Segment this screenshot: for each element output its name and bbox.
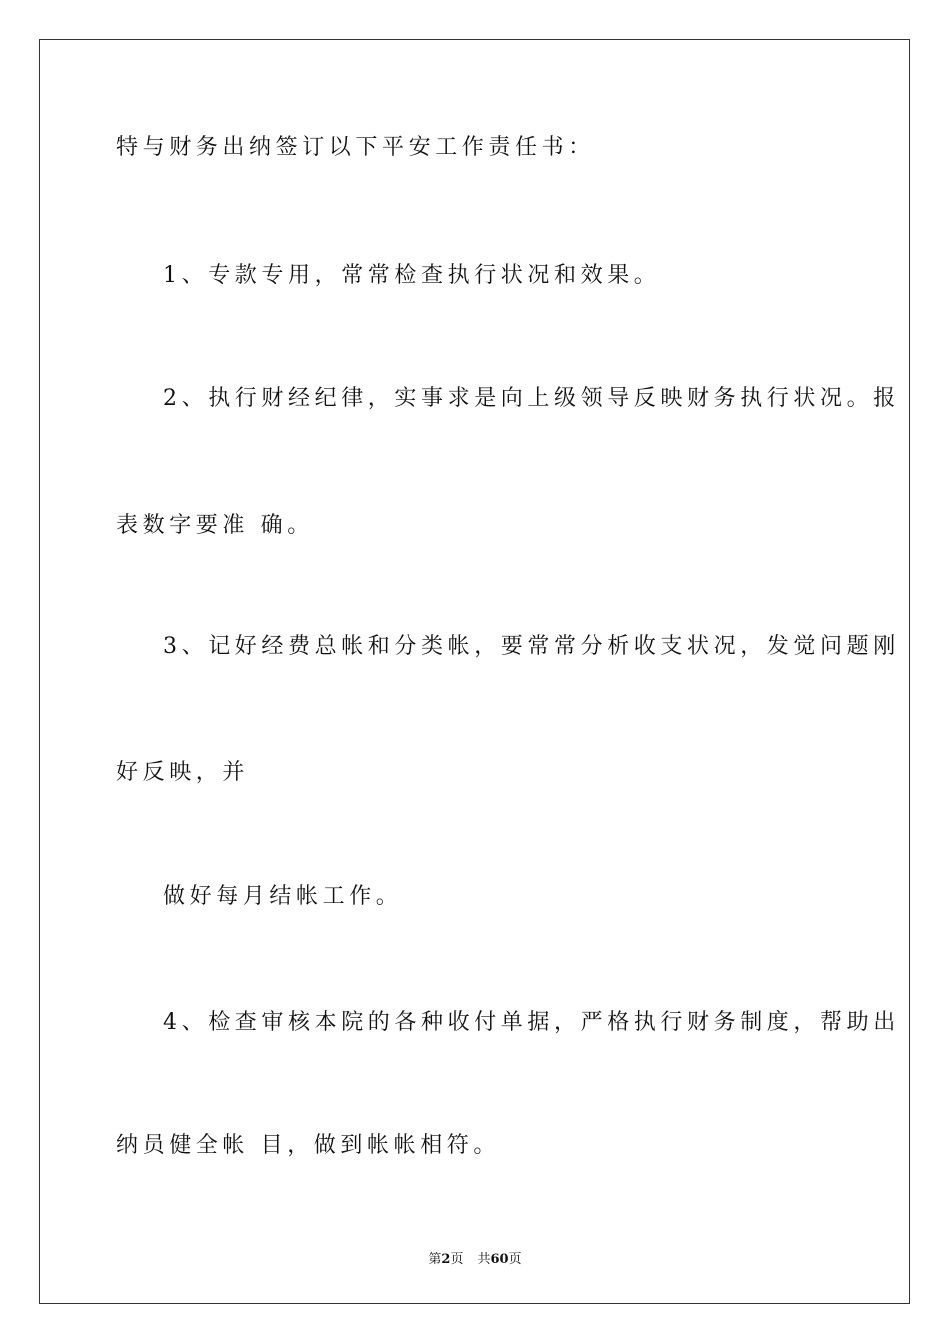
page-footer xyxy=(0,1248,950,1267)
footer-total-prefix: 共 xyxy=(477,1252,491,1267)
footer-page-suffix: 页 xyxy=(450,1252,464,1267)
body-line-9: 纳员健全帐 目，做到帐帐相符。 xyxy=(116,1133,500,1158)
body-line-7: 做好每月结帐工作。 xyxy=(163,884,403,909)
body-line-6: 好反映，并 xyxy=(116,760,250,785)
footer-total-suffix: 页 xyxy=(508,1252,522,1267)
body-line-3: 2、执行财经纪律，实事求是向上级领导反映财务执行状况。报 xyxy=(163,386,900,411)
body-line-8: 4、检查审核本院的各种收付单据，严格执行财务制度，帮助出 xyxy=(163,1010,900,1035)
body-line-1: 特与财务出纳签订以下平安工作责任书： xyxy=(116,135,595,160)
body-line-5: 3、记好经费总帐和分类帐，要常常分析收支状况，发觉问题刚 xyxy=(163,634,900,659)
footer-page-number: 2 xyxy=(441,1252,451,1267)
page-border xyxy=(39,39,910,1304)
footer-total-number: 60 xyxy=(490,1252,509,1267)
footer-page-prefix: 第 xyxy=(428,1252,442,1267)
body-line-4: 表数字要准 确。 xyxy=(116,513,314,538)
body-line-2: 1、专款专用，常常检查执行状况和效果。 xyxy=(163,263,661,288)
